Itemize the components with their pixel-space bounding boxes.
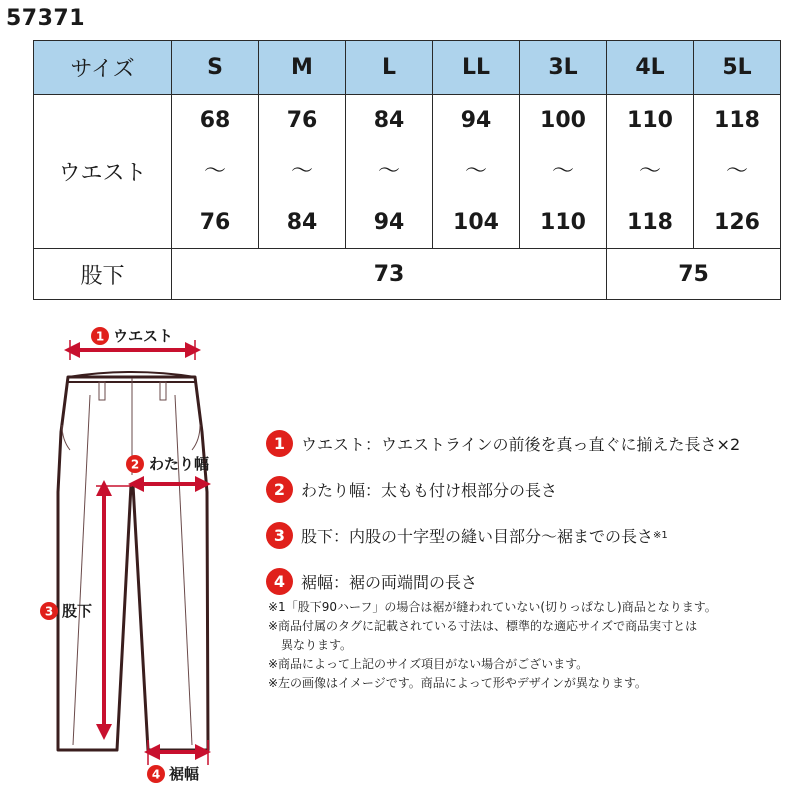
inseam-row-label: 股下 (34, 249, 172, 300)
pants-diagram (0, 320, 260, 810)
size-header-label: サイズ (34, 41, 172, 95)
number-badge: 1 (266, 430, 293, 457)
thigh-label (126, 455, 209, 473)
legend-item (266, 512, 806, 558)
size-col-s: S (172, 41, 259, 95)
legend-desc: ：裾の両端間の長さ (333, 572, 478, 592)
legend-desc: ：ウエストラインの前後を真っ直ぐに揃えた長さ×2 (365, 434, 741, 454)
footnote: ※商品付属のタグに記載されている寸法は、標準的な適応サイズで商品実寸とは (268, 619, 698, 633)
size-col-5l: 5L (694, 41, 781, 95)
waist-row-label: ウエスト (34, 95, 172, 249)
inseam-value-s-3l: 73 (172, 249, 607, 300)
number-badge: 3 (266, 522, 293, 549)
size-header-row (34, 41, 781, 95)
svg-text:裾幅: 裾幅 (169, 765, 200, 783)
inseam-row (34, 249, 781, 300)
waist-cell: 100 ～ 110 (520, 95, 607, 249)
size-col-3l: 3L (520, 41, 607, 95)
size-col-l: L (346, 41, 433, 95)
svg-text:わたり幅: わたり幅 (149, 455, 210, 473)
waist-label (91, 327, 173, 345)
footnote: 異なります。 (281, 638, 353, 652)
size-col-4l: 4L (607, 41, 694, 95)
footnote: ※商品によって上記のサイズ項目がない場合がございます。 (268, 657, 589, 671)
legend-name: 股下 (301, 526, 334, 546)
waist-cell: 76 ～ 84 (259, 95, 346, 249)
waist-cell: 94 ～ 104 (433, 95, 520, 249)
number-badge: 4 (266, 568, 293, 595)
svg-text:ウエスト: ウエスト (113, 327, 174, 345)
pants-outline (58, 372, 208, 750)
svg-text:1: 1 (95, 329, 105, 344)
legend-name: 裾幅 (301, 572, 334, 592)
size-table (33, 40, 781, 300)
waist-cell: 118 ～ 126 (694, 95, 781, 249)
svg-text:4: 4 (151, 767, 161, 782)
hem-label (147, 765, 199, 783)
legend-item (266, 466, 806, 512)
legend-item (266, 420, 806, 466)
legend-desc: ：太もも付け根部分の長さ (365, 480, 558, 500)
number-badge: 2 (266, 476, 293, 503)
product-code: 57371 (6, 6, 86, 31)
inseam-value-4l-5l: 75 (607, 249, 781, 300)
footnote: ※1「股下90ハーフ」の場合は裾が縫われていない(切りっぱなし)商品となります。 (268, 600, 717, 614)
svg-text:股下: 股下 (62, 602, 93, 620)
legend-name: ウエスト (301, 434, 366, 454)
waist-cell: 110 ～ 118 (607, 95, 694, 249)
svg-text:2: 2 (130, 457, 140, 472)
measurement-legend (266, 420, 806, 604)
svg-text:3: 3 (44, 604, 54, 619)
waist-row (34, 95, 781, 249)
footnote: ※左の画像はイメージです。商品によって形やデザインが異なります。 (268, 676, 647, 690)
legend-name: わたり幅 (301, 480, 366, 500)
legend-desc: ：内股の十字型の縫い目部分～裾までの長さ (333, 526, 654, 546)
waist-cell: 84 ～ 94 (346, 95, 433, 249)
waist-cell: 68 ～ 76 (172, 95, 259, 249)
legend-note: ※1 (653, 529, 668, 541)
size-col-ll: LL (433, 41, 520, 95)
size-col-m: M (259, 41, 346, 95)
footnotes (268, 598, 798, 693)
inseam-label (40, 602, 92, 620)
